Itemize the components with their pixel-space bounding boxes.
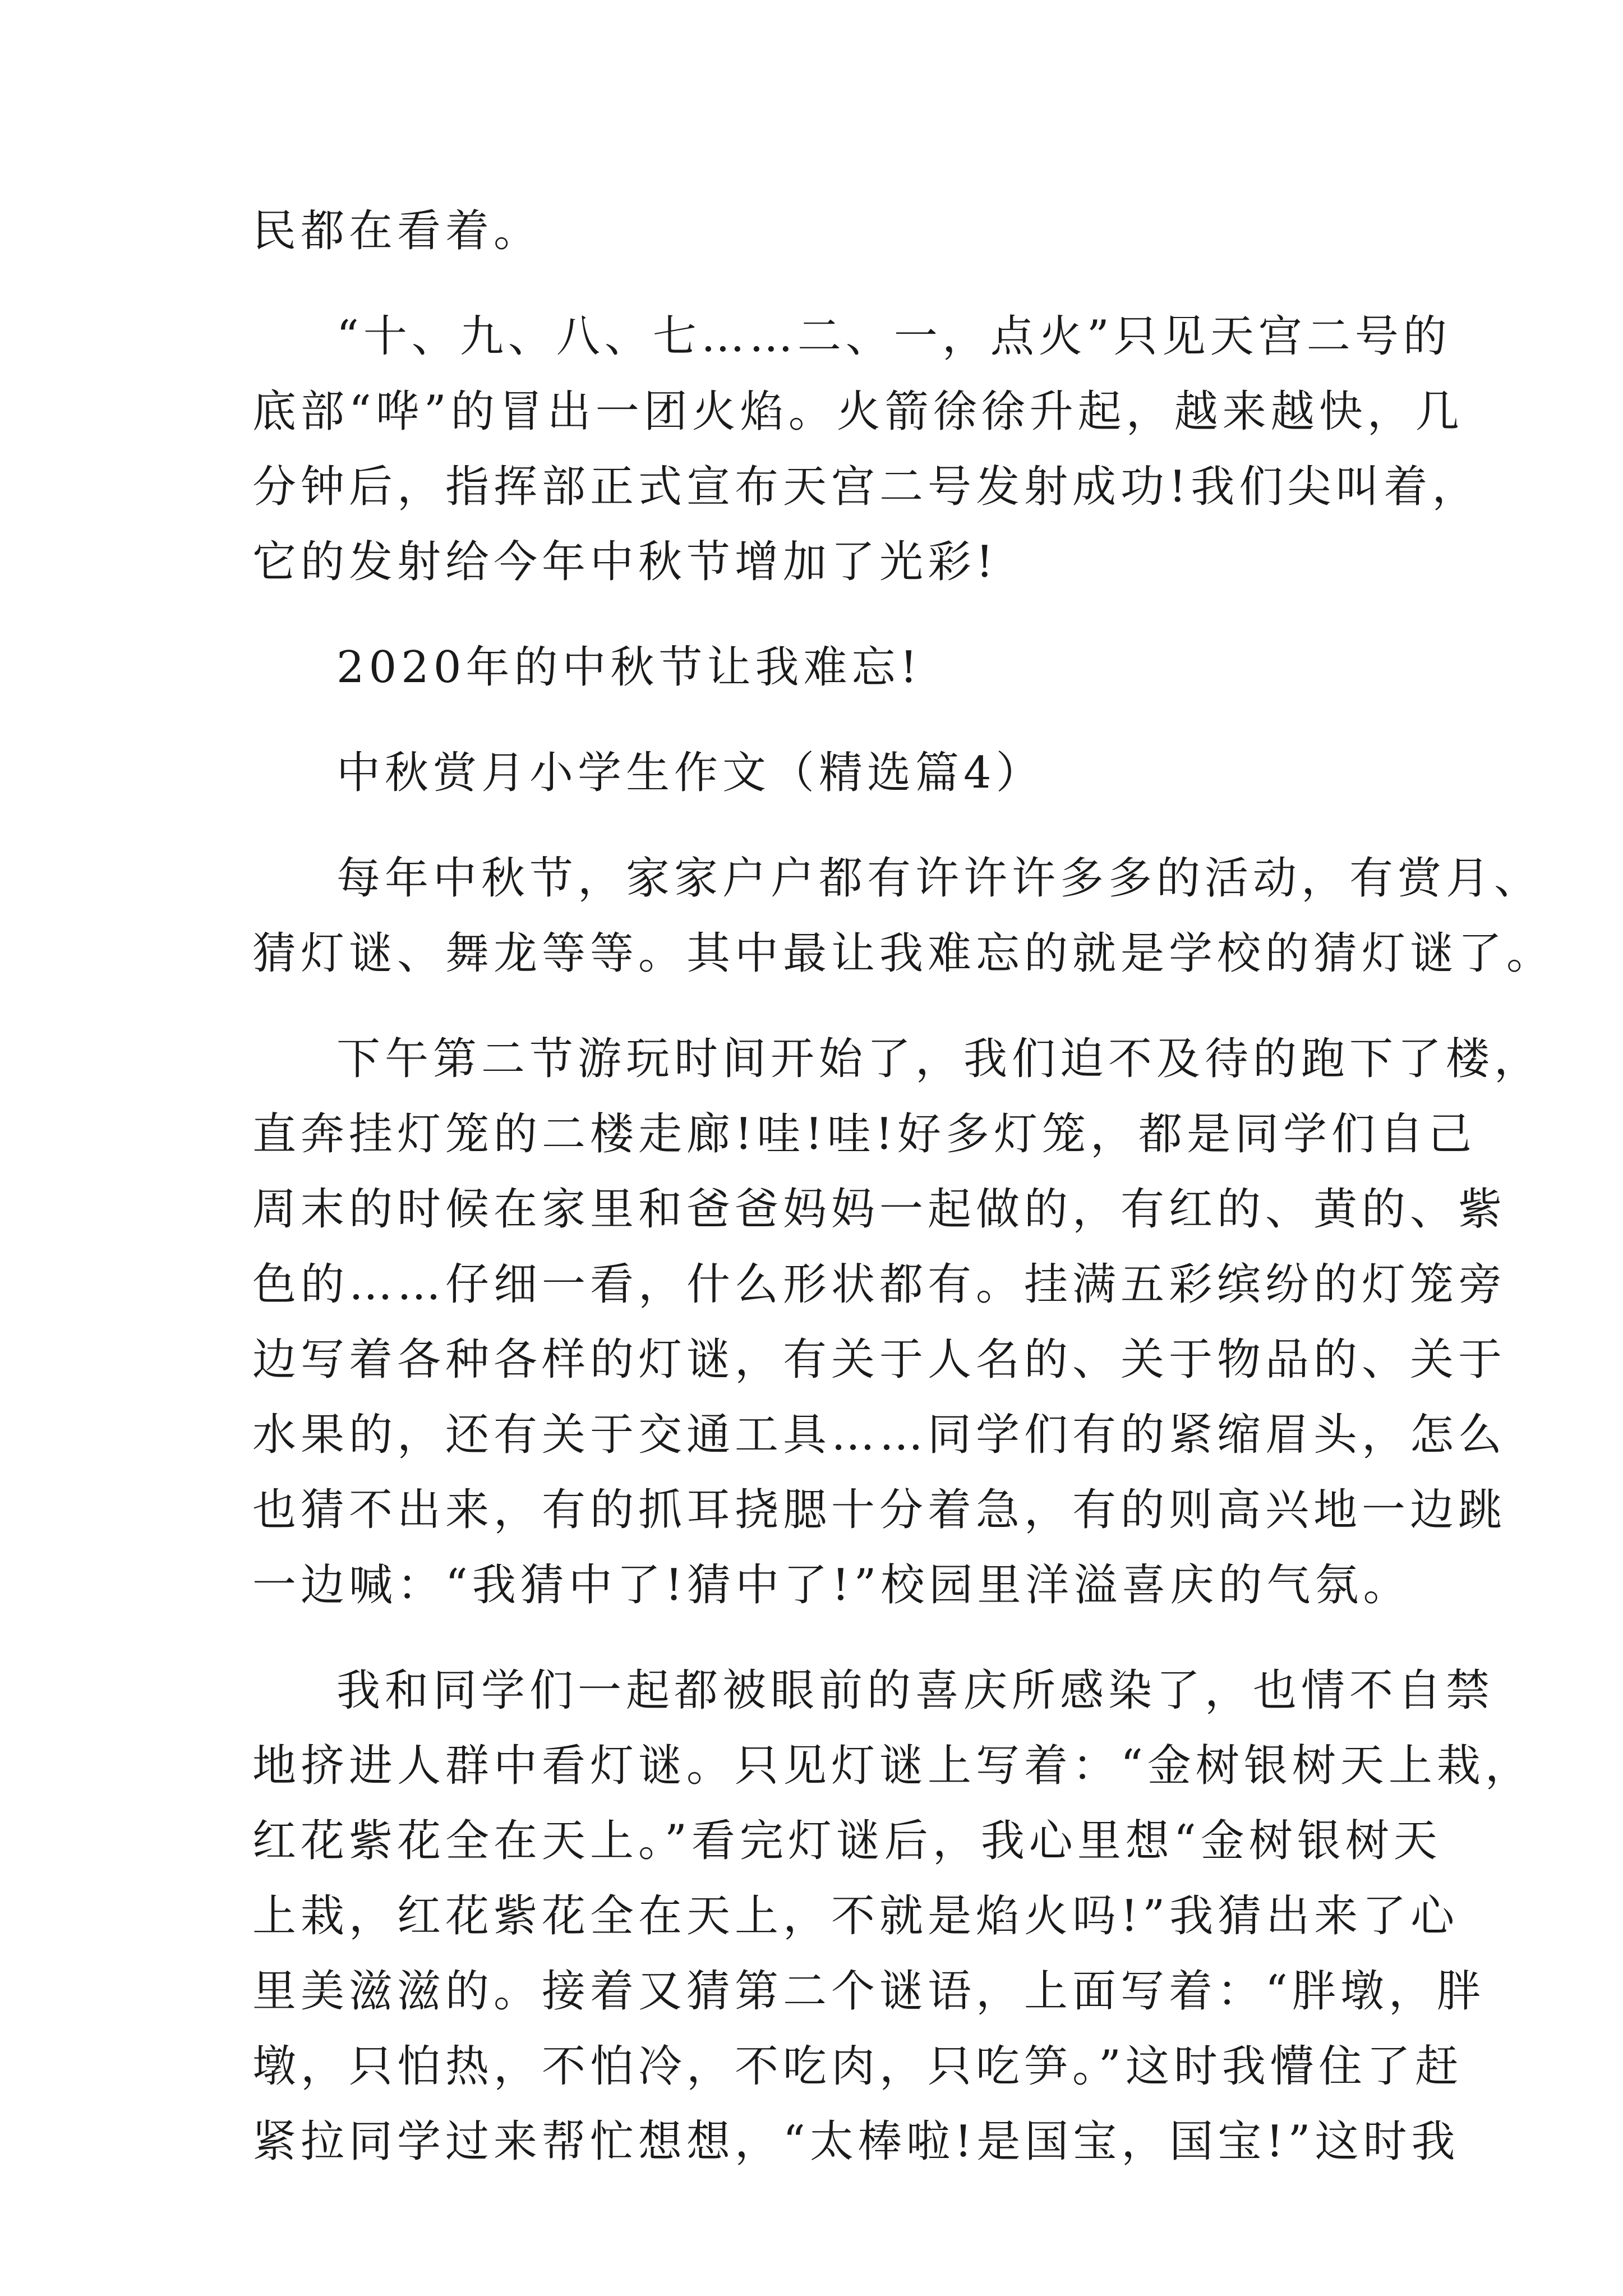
text-line: 中秋赏月小学生作文（精选篇4）	[336, 748, 1044, 798]
text-line: 水果的，还有关于交通工具……同学们有的紧缩眉头，怎么	[252, 1410, 1507, 1460]
text-line: 2020年的中秋节让我难忘!	[336, 642, 922, 693]
text-line: 里美滋滋的。接着又猜第二个谜语，上面写着：“胖墩，胖	[252, 1966, 1485, 2017]
document-body	[252, 194, 1555, 2179]
paragraph-gap	[252, 600, 1380, 630]
paragraph-gap	[252, 991, 1380, 1022]
text-line: 底部“哗”的冒出一团火焰。火箭徐徐升起，越来越快，几	[252, 386, 1464, 437]
text-line: “十、九、八、七……二、一，点火”只见天宫二号的	[336, 311, 1451, 362]
paragraph-gap	[252, 1623, 1380, 1653]
text-line: 下午第二节游玩时间开始了，我们迫不及待的跑下了楼，	[336, 1034, 1543, 1084]
text-line: 直奔挂灯笼的二楼走廊!哇!哇!好多灯笼，都是同学们自己	[252, 1109, 1477, 1159]
text-line: 民都在看着。	[252, 206, 542, 256]
paragraph-gap	[252, 269, 1380, 299]
text-line: 墩，只怕热，不怕冷，不吃肉，只吃笋。”这时我懵住了赶	[252, 2041, 1463, 2092]
text-line: 地挤进人群中看灯谜。只见灯谜上写着：“金树银树天上栽，	[252, 1741, 1533, 1791]
text-line: 分钟后，指挥部正式宣布天宫二号发射成功!我们尖叫着，	[252, 462, 1481, 512]
text-line: 红花紫花全在天上。”看完灯谜后，我心里想“金树银树天	[252, 1816, 1442, 1866]
text-line: 边写着各种各样的灯谜，有关于人名的、关于物品的、关于	[252, 1335, 1507, 1385]
text-line: 周末的时候在家里和爸爸妈妈一起做的，有红的、黄的、紫	[252, 1184, 1507, 1235]
text-line: 我和同学们一起都被眼前的喜庆所感染了，也情不自禁	[336, 1665, 1495, 1716]
paragraph-gap	[252, 705, 1380, 735]
text-line: 色的……仔细一看，什么形状都有。挂满五彩缤纷的灯笼旁	[252, 1259, 1507, 1310]
text-line: 它的发射给今年中秋节增加了光彩!	[252, 537, 998, 587]
text-line: 猜灯谜、舞龙等等。其中最让我难忘的就是学校的猜灯谜了。	[252, 928, 1555, 979]
paragraph-gap	[252, 811, 1380, 841]
text-line: 一边喊：“我猜中了!猜中了!”校园里洋溢喜庆的气氛。	[252, 1560, 1412, 1611]
text-line: 上栽，红花紫花全在天上，不就是焰火吗!”我猜出来了心	[252, 1891, 1459, 1941]
text-line: 也猜不出来，有的抓耳挠腮十分着急，有的则高兴地一边跳	[252, 1485, 1507, 1535]
text-line: 每年中秋节，家家户户都有许许许多多的活动，有赏月、	[336, 853, 1543, 904]
text-line: 紧拉同学过来帮忙想想，“太棒啦!是国宝，国宝!”这时我	[252, 2116, 1460, 2167]
